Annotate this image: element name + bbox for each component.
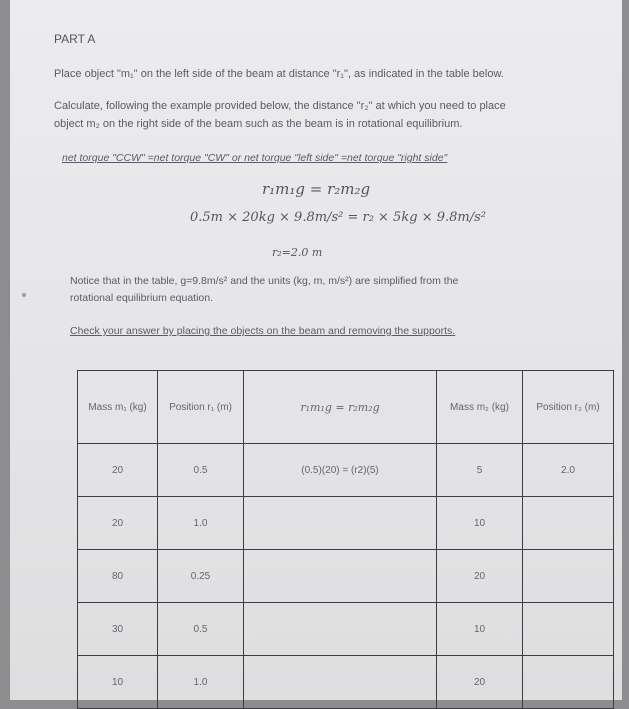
cell-position-1: 0.25 bbox=[158, 550, 244, 603]
cell-position-1: 0.5 bbox=[158, 603, 244, 656]
worksheet-page bbox=[10, 0, 622, 700]
cell-position-2[interactable] bbox=[523, 497, 614, 550]
cell-mass-1: 10 bbox=[78, 656, 158, 709]
cell-position-1: 1.0 bbox=[158, 656, 244, 709]
cell-position-2[interactable] bbox=[523, 603, 614, 656]
check-answer-instruction: Check your answer by placing the objects on the beam and removing the supports. bbox=[70, 325, 456, 337]
cell-position-2[interactable]: 2.0 bbox=[523, 444, 614, 497]
notice-line1: Notice that in the table, g=9.8m/s² and the units (kg, m, m/s²) are simplified from the bbox=[70, 275, 459, 287]
cell-position-1: 1.0 bbox=[158, 497, 244, 550]
cell-equation[interactable] bbox=[244, 550, 437, 603]
header-position-2: Position r₂ (m) bbox=[523, 371, 614, 444]
header-equation: r₁m₁g = r₂m₂g bbox=[244, 371, 437, 444]
cell-mass-1: 20 bbox=[78, 497, 158, 550]
table-row bbox=[78, 603, 614, 656]
cell-mass-1: 30 bbox=[78, 603, 158, 656]
cell-position-2[interactable] bbox=[523, 656, 614, 709]
cell-equation[interactable] bbox=[244, 656, 437, 709]
instruction-calculate-line2: object m₂ on the right side of the beam such as the beam is in rotational equilibrium. bbox=[54, 118, 463, 130]
table-header-row bbox=[78, 371, 614, 444]
cell-mass-2: 20 bbox=[437, 550, 523, 603]
cell-equation[interactable]: (0.5)(20) = (r2)(5) bbox=[244, 444, 437, 497]
equation-general: r₁m₁g = r₂m₂g bbox=[262, 180, 371, 198]
equation-example: 0.5m × 20kg × 9.8m/s² = r₂ × 5kg × 9.8m/s² bbox=[190, 210, 486, 225]
cell-mass-2: 20 bbox=[437, 656, 523, 709]
torque-statement: net torque "CCW" =net torque "CW" or net torque "left side" =net torque "right side" bbox=[62, 152, 448, 164]
header-mass-2: Mass m₂ (kg) bbox=[437, 371, 523, 444]
table-row bbox=[78, 444, 614, 497]
cell-equation[interactable] bbox=[244, 603, 437, 656]
notice-line2: rotational equilibrium equation. bbox=[70, 292, 214, 304]
equilibrium-table bbox=[77, 370, 614, 709]
instruction-place-object: Place object "m₁" on the left side of the beam at distance "r₁", as indicated in the table below. bbox=[54, 68, 504, 80]
instruction-calculate-line1: Calculate, following the example provided below, the distance "r₂" at which you need to place bbox=[54, 100, 506, 112]
part-title: PART A bbox=[54, 32, 96, 46]
page-mark bbox=[22, 293, 26, 297]
cell-mass-1: 80 bbox=[78, 550, 158, 603]
cell-mass-2: 10 bbox=[437, 603, 523, 656]
table-row bbox=[78, 550, 614, 603]
cell-equation[interactable] bbox=[244, 497, 437, 550]
table-row bbox=[78, 497, 614, 550]
header-mass-1: Mass m₁ (kg) bbox=[78, 371, 158, 444]
cell-mass-1: 20 bbox=[78, 444, 158, 497]
equation-result: r₂=2.0 m bbox=[272, 246, 323, 259]
cell-position-1: 0.5 bbox=[158, 444, 244, 497]
cell-mass-2: 5 bbox=[437, 444, 523, 497]
table-row bbox=[78, 656, 614, 709]
header-position-1: Position r₁ (m) bbox=[158, 371, 244, 444]
cell-mass-2: 10 bbox=[437, 497, 523, 550]
cell-position-2[interactable] bbox=[523, 550, 614, 603]
